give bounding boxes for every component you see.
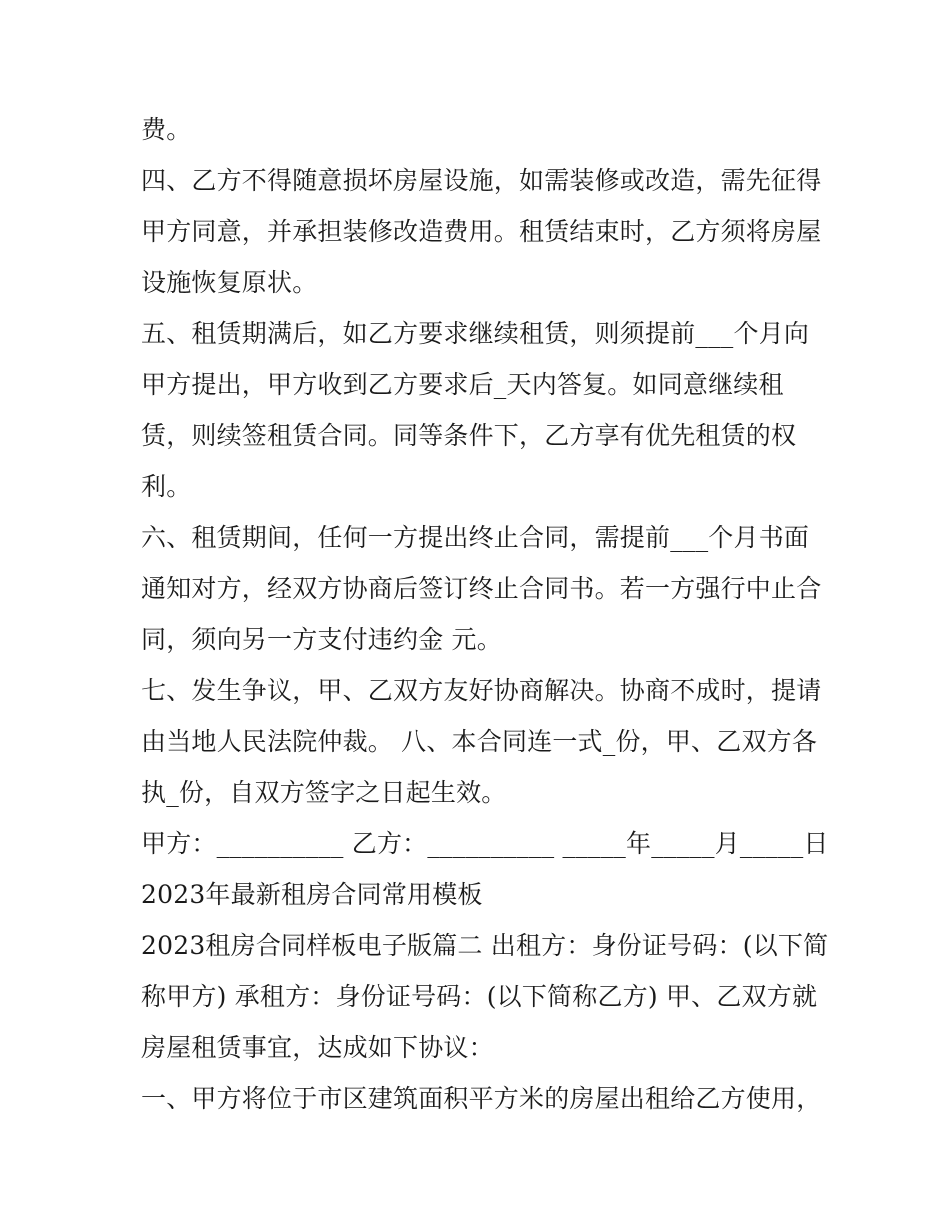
text-line: 执_份，自双方签字之日起生效。 [141,778,507,807]
text-line: 一、甲方将位于市区建筑面积平方米的房屋出租给乙方使用， [141,1084,822,1113]
text-line: 五、租赁期满后，如乙方要求继续租赁，则须提前___个月向 [141,319,810,348]
text-line: 设施恢复原状。 [141,268,318,297]
document-body [141,104,829,1124]
text-line: 赁，则续签租赁合同。同等条件下，乙方享有优先租赁的权 [141,421,797,450]
text-line: 同，须向另一方支付违约金 元。 [141,625,502,654]
text-line: 称甲方) 承租方：身份证号码：(以下简称乙方) 甲、乙双方就 [141,982,818,1011]
section-title: 2023年最新租房合同常用模板 [141,880,483,909]
signature-line: 甲方：__________ 乙方：__________ _____年_____月_____日 [141,829,829,858]
text-line: 2023租房合同样板电子版篇二 出租方：身份证号码：(以下简 [141,931,829,960]
text-line: 通知对方，经双方协商后签订终止合同书。若一方强行中止合 [141,574,822,603]
text-line: 利。 [141,472,192,501]
text-line: 甲方同意，并承担装修改造费用。租赁结束时，乙方须将房屋 [141,217,822,246]
text-line: 甲方提出，甲方收到乙方要求后_天内答复。如同意继续租 [141,370,784,399]
text-line: 七、发生争议，甲、乙双方友好协商解决。协商不成时，提请 [141,676,822,705]
text-line: 四、乙方不得随意损坏房屋设施，如需装修或改造，需先征得 [141,166,822,195]
text-line: 六、租赁期间，任何一方提出终止合同，需提前___个月书面 [141,523,810,552]
text-line: 费。 [141,115,192,144]
text-line: 由当地人民法院仲裁。 八、本合同连一式_份，甲、乙双方各 [141,727,818,756]
text-line: 房屋租赁事宜，达成如下协议： [141,1033,494,1062]
